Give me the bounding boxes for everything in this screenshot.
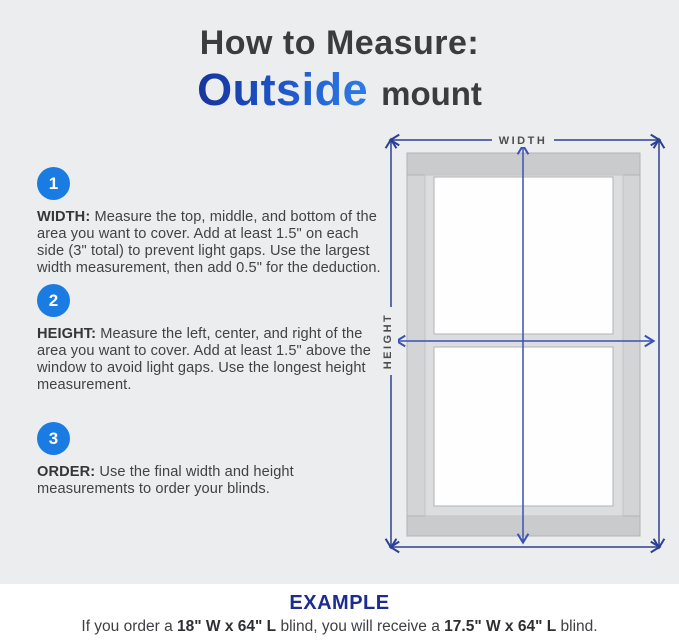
height-label: HEIGHT (382, 312, 394, 370)
step-2-height (37, 284, 389, 394)
step-2-body: Measure the left, center, and right of the area you want to cover. Add at least 1.5" above the window to avoid light gaps. Use the longest height measurement. (37, 326, 371, 393)
example-sentence (0, 618, 679, 636)
page-title (0, 24, 679, 116)
step-2-text (37, 326, 389, 394)
example-order-size: 18" W x 64" L (177, 618, 277, 635)
example-receive-size: 17.5" W x 64" L (444, 618, 557, 635)
title-accent-outside: Outside (197, 64, 369, 115)
title-rest-mount: mount (381, 75, 482, 112)
example-middle: blind, you will receive a (276, 618, 445, 635)
step-3-label: ORDER: (37, 464, 96, 480)
step-1-width (37, 167, 389, 277)
step-2-badge: 2 (37, 284, 70, 317)
window-diagram-svg (376, 124, 678, 590)
step-2-label: HEIGHT: (37, 326, 97, 342)
example-heading: EXAMPLE (289, 592, 390, 614)
instruction-steps (37, 167, 389, 498)
width-label: WIDTH (498, 135, 548, 147)
step-3-badge: 3 (37, 422, 70, 455)
title-line2 (0, 64, 679, 116)
step-3-text (37, 464, 389, 498)
step-1-label: WIDTH: (37, 209, 91, 225)
example-prefix: If you order a (81, 618, 178, 635)
window-measure-diagram (376, 124, 678, 590)
example-section (0, 584, 679, 644)
step-3-order (37, 422, 389, 498)
step-1-body: Measure the top, middle, and bottom of the area you want to cover. Add at least 1.5" on each side (3" total) to prevent light gaps. Use the largest width measurement, then add 0.5" for the deduction. (37, 209, 381, 276)
title-line1: How to Measure: (199, 24, 480, 62)
step-1-badge: 1 (37, 167, 70, 200)
step-3-body: Use the final width and height measurements to order your blinds. (37, 464, 294, 497)
example-suffix: blind. (556, 618, 598, 635)
step-1-text (37, 209, 389, 277)
